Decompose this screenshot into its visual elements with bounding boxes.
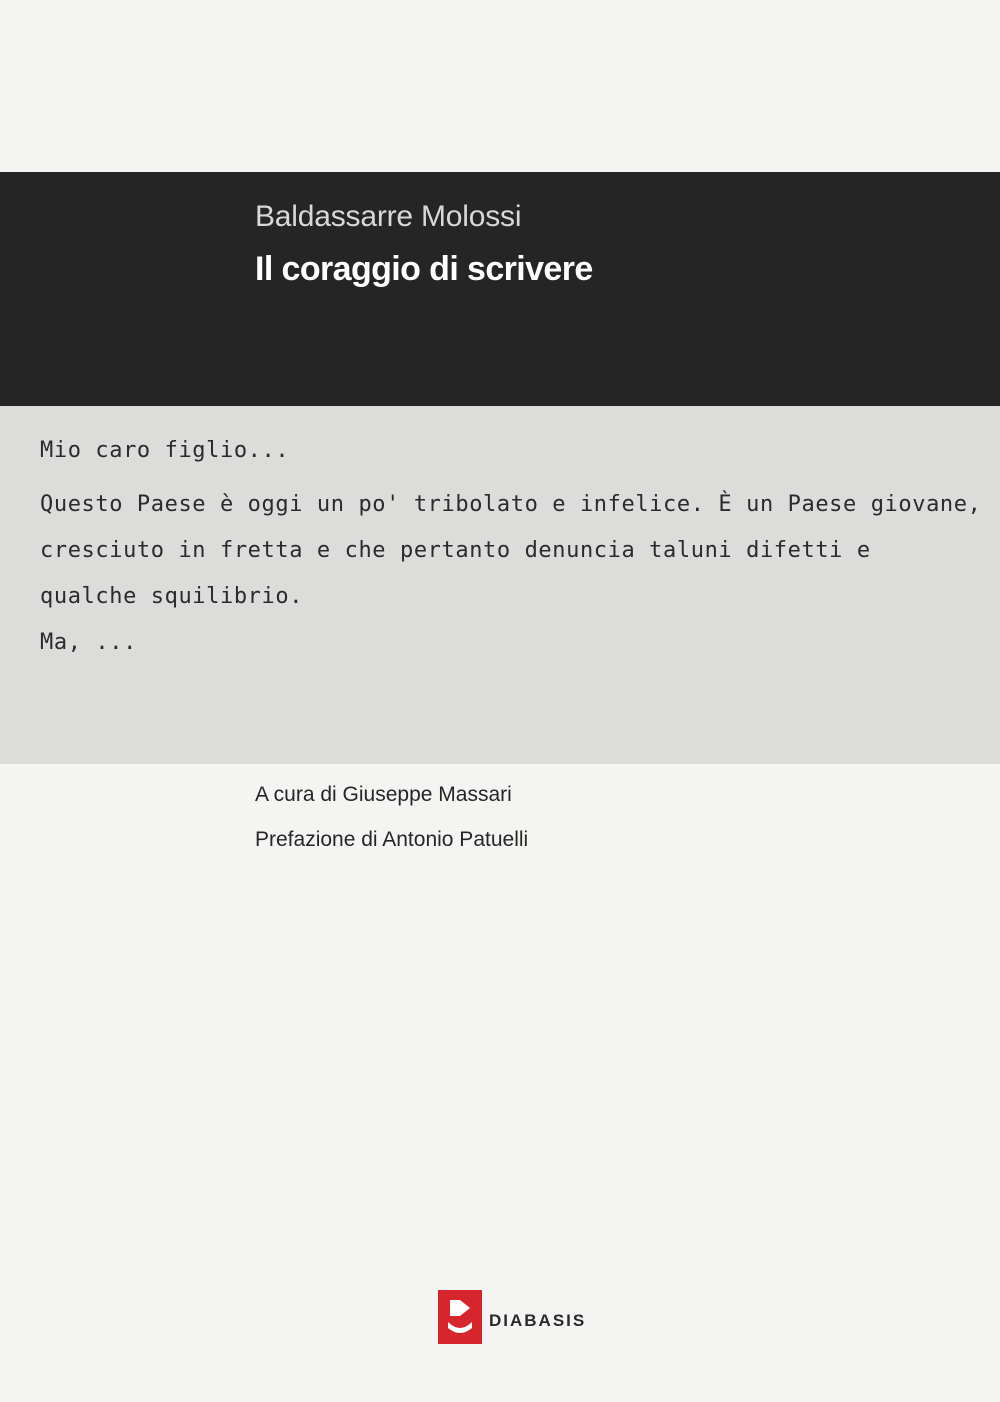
logo-mark-icon: [446, 1298, 474, 1336]
diabasis-logo-icon: [438, 1290, 482, 1344]
letter-line-2: Questo Paese è oggi un po' tribolato e infelice. È un Paese giovane,: [40, 492, 982, 517]
letter-line-5: Ma, ...: [40, 630, 137, 655]
publisher-name: DIABASIS: [489, 1311, 587, 1330]
letter-line-4: qualche squilibrio.: [40, 584, 304, 609]
editor-credit: A cura di Giuseppe Massari: [255, 783, 512, 806]
author-name: Baldassarre Molossi: [255, 200, 522, 233]
book-title: Il coraggio di scrivere: [255, 250, 593, 288]
preface-credit: Prefazione di Antonio Patuelli: [255, 828, 529, 851]
letter-line-1: Mio caro figlio...: [40, 438, 290, 463]
letter-line-3: cresciuto in fretta e che pertanto denuncia taluni difetti e: [40, 538, 871, 563]
